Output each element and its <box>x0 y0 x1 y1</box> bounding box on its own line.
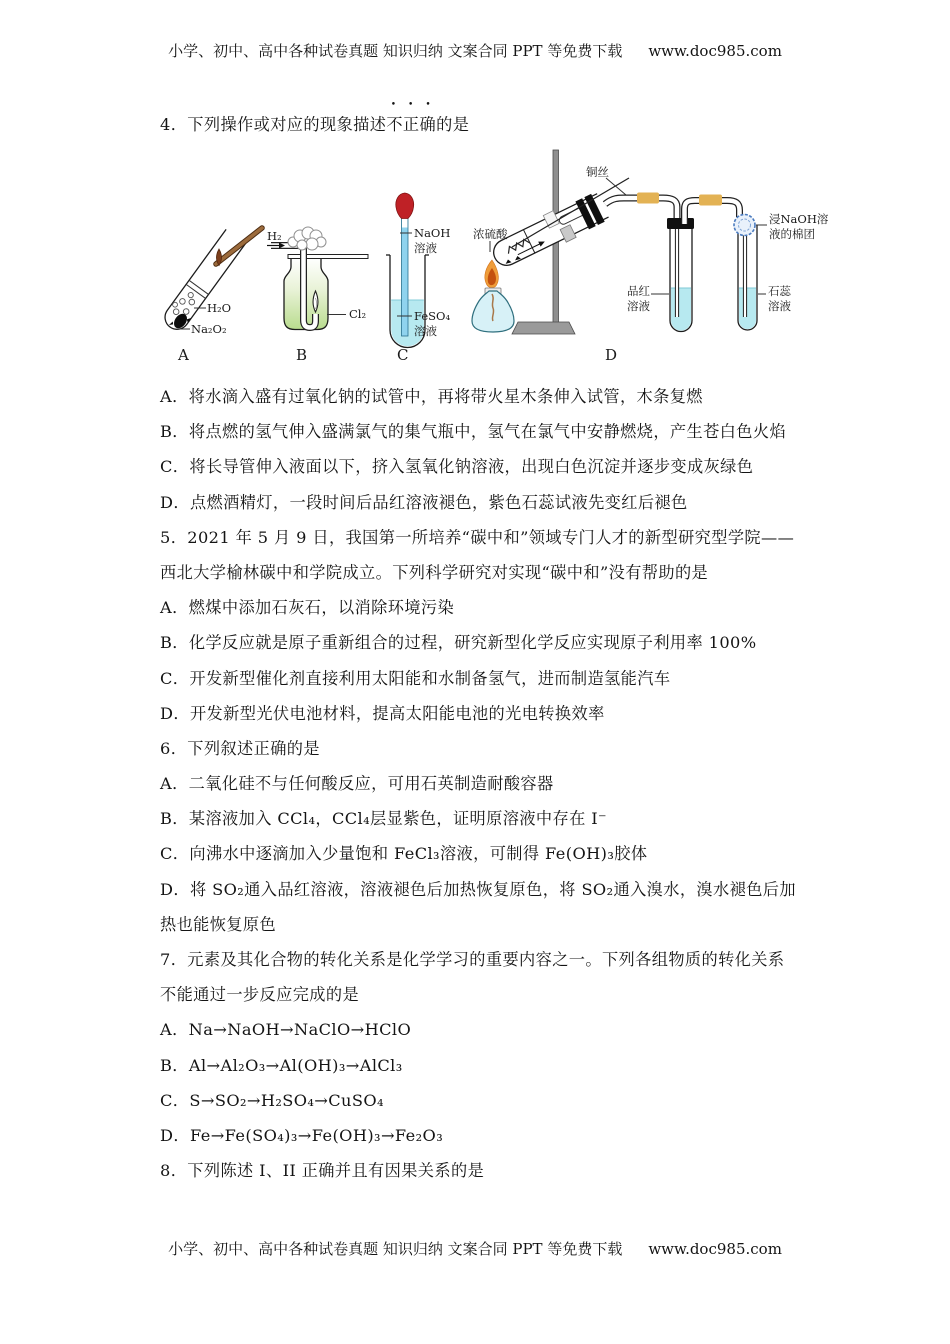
test-tube-a <box>160 229 245 334</box>
text-line: B．将点燃的氢气伸入盛满氯气的集气瓶中，氢气在氯气中安静燃烧，产生苍白色火焰 <box>160 422 787 442</box>
text-line: 热也能恢复原色 <box>160 914 277 934</box>
text-line: D．将 SO₂通入品红溶液，溶液褪色后加热恢复原色，将 SO₂通入溴水，溴水褪色后加 <box>160 879 796 899</box>
litmus-label-line1: 石蕊 <box>768 284 791 298</box>
apparatus-d <box>472 150 829 364</box>
feso4-label-line2: 溶液 <box>414 324 437 338</box>
copper-wire-leader <box>606 178 626 195</box>
text-line: A．Na→NaOH→NaClO→HClO <box>160 1020 412 1040</box>
dropper-bulb <box>396 193 414 219</box>
cotton-label-line1: 浸NaOH溶 <box>769 212 829 226</box>
text-line: 6．下列叙述正确的是 <box>160 738 320 758</box>
apparatus-c-letter: C <box>397 346 409 364</box>
copper-wire-label: 铜丝 <box>586 165 609 179</box>
text-line: C．开发新型催化剂直接利用太阳能和水制备氢气，进而制造氢能汽车 <box>160 668 671 688</box>
question4-stem <box>160 112 469 138</box>
header-promo-text: 小学、初中、高中各种试卷真题 知识归纳 文案合同 PPT 等免费下载 <box>168 42 623 60</box>
page-header <box>0 40 950 61</box>
text-line: D．点燃酒精灯，一段时间后品红溶液褪色，紫色石蕊试液先变红后褪色 <box>160 492 688 512</box>
text-line: A．将水滴入盛有过氧化钠的试管中，再将带火星木条伸入试管，木条复燃 <box>160 387 703 406</box>
text-line: A．燃煤中添加石灰石，以消除环境污染 <box>160 598 455 618</box>
text-line: C．S→SO₂→H₂SO₄→CuSO₄ <box>160 1090 384 1110</box>
dropper-air-gap <box>402 219 408 228</box>
smoke-puffs <box>288 227 326 250</box>
question4-stem-emphasized: • • • 不正确 <box>386 112 436 138</box>
cotton-label-line2: 液的棉团 <box>769 227 815 241</box>
dropper-stem <box>402 218 409 336</box>
question4-apparatus-figure <box>150 148 855 380</box>
fuchsin-label-line1: 品红 <box>627 284 650 298</box>
text-line: 5．2021 年 5 月 9 日，我国第一所培养“碳中和”领域专门人才的新型研究型学院—— <box>160 527 795 547</box>
feso4-label-line1: FeSO₄ <box>414 309 451 323</box>
litmus-liquid <box>739 288 756 329</box>
apparatus-a <box>160 228 262 364</box>
page-footer <box>0 1238 950 1259</box>
water-label: H₂O <box>207 301 232 315</box>
fuchsin-liquid <box>671 288 691 331</box>
text-line: C．将长导管伸入液面以下，挤入氢氧化钠溶液，出现白色沉淀并逐步变成灰绿色 <box>160 457 754 477</box>
hydrogen-label: H₂ <box>267 229 282 243</box>
naoh-label-line2: 溶液 <box>414 241 437 255</box>
stand-base <box>512 322 575 334</box>
text-line: 西北大学榆林碳中和学院成立。下列科学研究对实现“碳中和”没有帮助的是 <box>160 562 709 582</box>
stopper-tube-1 <box>667 218 694 229</box>
litmus-label-line2: 溶液 <box>768 299 791 313</box>
text-line: C．向沸水中逐滴加入少量饱和 FeCl₃溶液，可制得 Fe(OH)₃胶体 <box>160 844 648 864</box>
text-line: D．开发新型光伏电池材料，提高太阳能电池的光电转换效率 <box>160 703 605 723</box>
text-line: B．某溶液加入 CCl₄，CCl₄层显紫色，证明原溶液中存在 I⁻ <box>160 809 607 829</box>
footer-site-link[interactable]: www.doc985.com <box>648 1240 782 1258</box>
apparatus-d-letter: D <box>605 346 618 364</box>
text-line: 8．下列陈述 I、II 正确并且有因果关系的是 <box>160 1161 485 1181</box>
text-line: 不能通过一步反应完成的是 <box>160 985 360 1005</box>
text-line: A．二氧化硅不与任何酸反应，可用石英制造耐酸容器 <box>160 774 554 794</box>
rubber-connector-2 <box>699 195 722 206</box>
acid-label: 浓硫酸 <box>473 227 508 241</box>
apparatus-c <box>386 193 450 364</box>
text-line: D．Fe→Fe(SO₄)₃→Fe(OH)₃→Fe₂O₃ <box>160 1125 444 1145</box>
rubber-connector-1 <box>637 193 659 204</box>
header-site-link[interactable]: www.doc985.com <box>648 42 782 60</box>
apparatus-b-letter: B <box>296 346 308 364</box>
footer-promo-text: 小学、初中、高中各种试卷真题 知识归纳 文案合同 PPT 等免费下载 <box>168 1240 623 1258</box>
apparatus-b <box>267 227 368 364</box>
chlorine-label: Cl₂ <box>349 307 367 321</box>
text-line: B．Al→Al₂O₃→Al(OH)₃→AlCl₃ <box>160 1055 403 1075</box>
text-line: B．化学反应就是原子重新组合的过程，研究新型化学反应实现原子利用率 100% <box>160 633 757 653</box>
peroxide-label: Na₂O₂ <box>191 322 227 336</box>
fuchsin-label-line2: 溶液 <box>627 299 650 313</box>
question4-stem-pre: 4．下列操作或对应的现象描述 <box>160 115 387 134</box>
apparatus-a-letter: A <box>178 346 189 364</box>
question4-stem-post: 的是 <box>436 115 470 134</box>
text-line: 7．元素及其化合物的转化关系是化学学习的重要内容之一。下列各组物质的转化关系 <box>160 950 785 969</box>
naoh-label-line1: NaOH <box>414 226 451 240</box>
naoh-cotton-ball <box>734 215 755 236</box>
question-lines <box>160 379 840 1188</box>
